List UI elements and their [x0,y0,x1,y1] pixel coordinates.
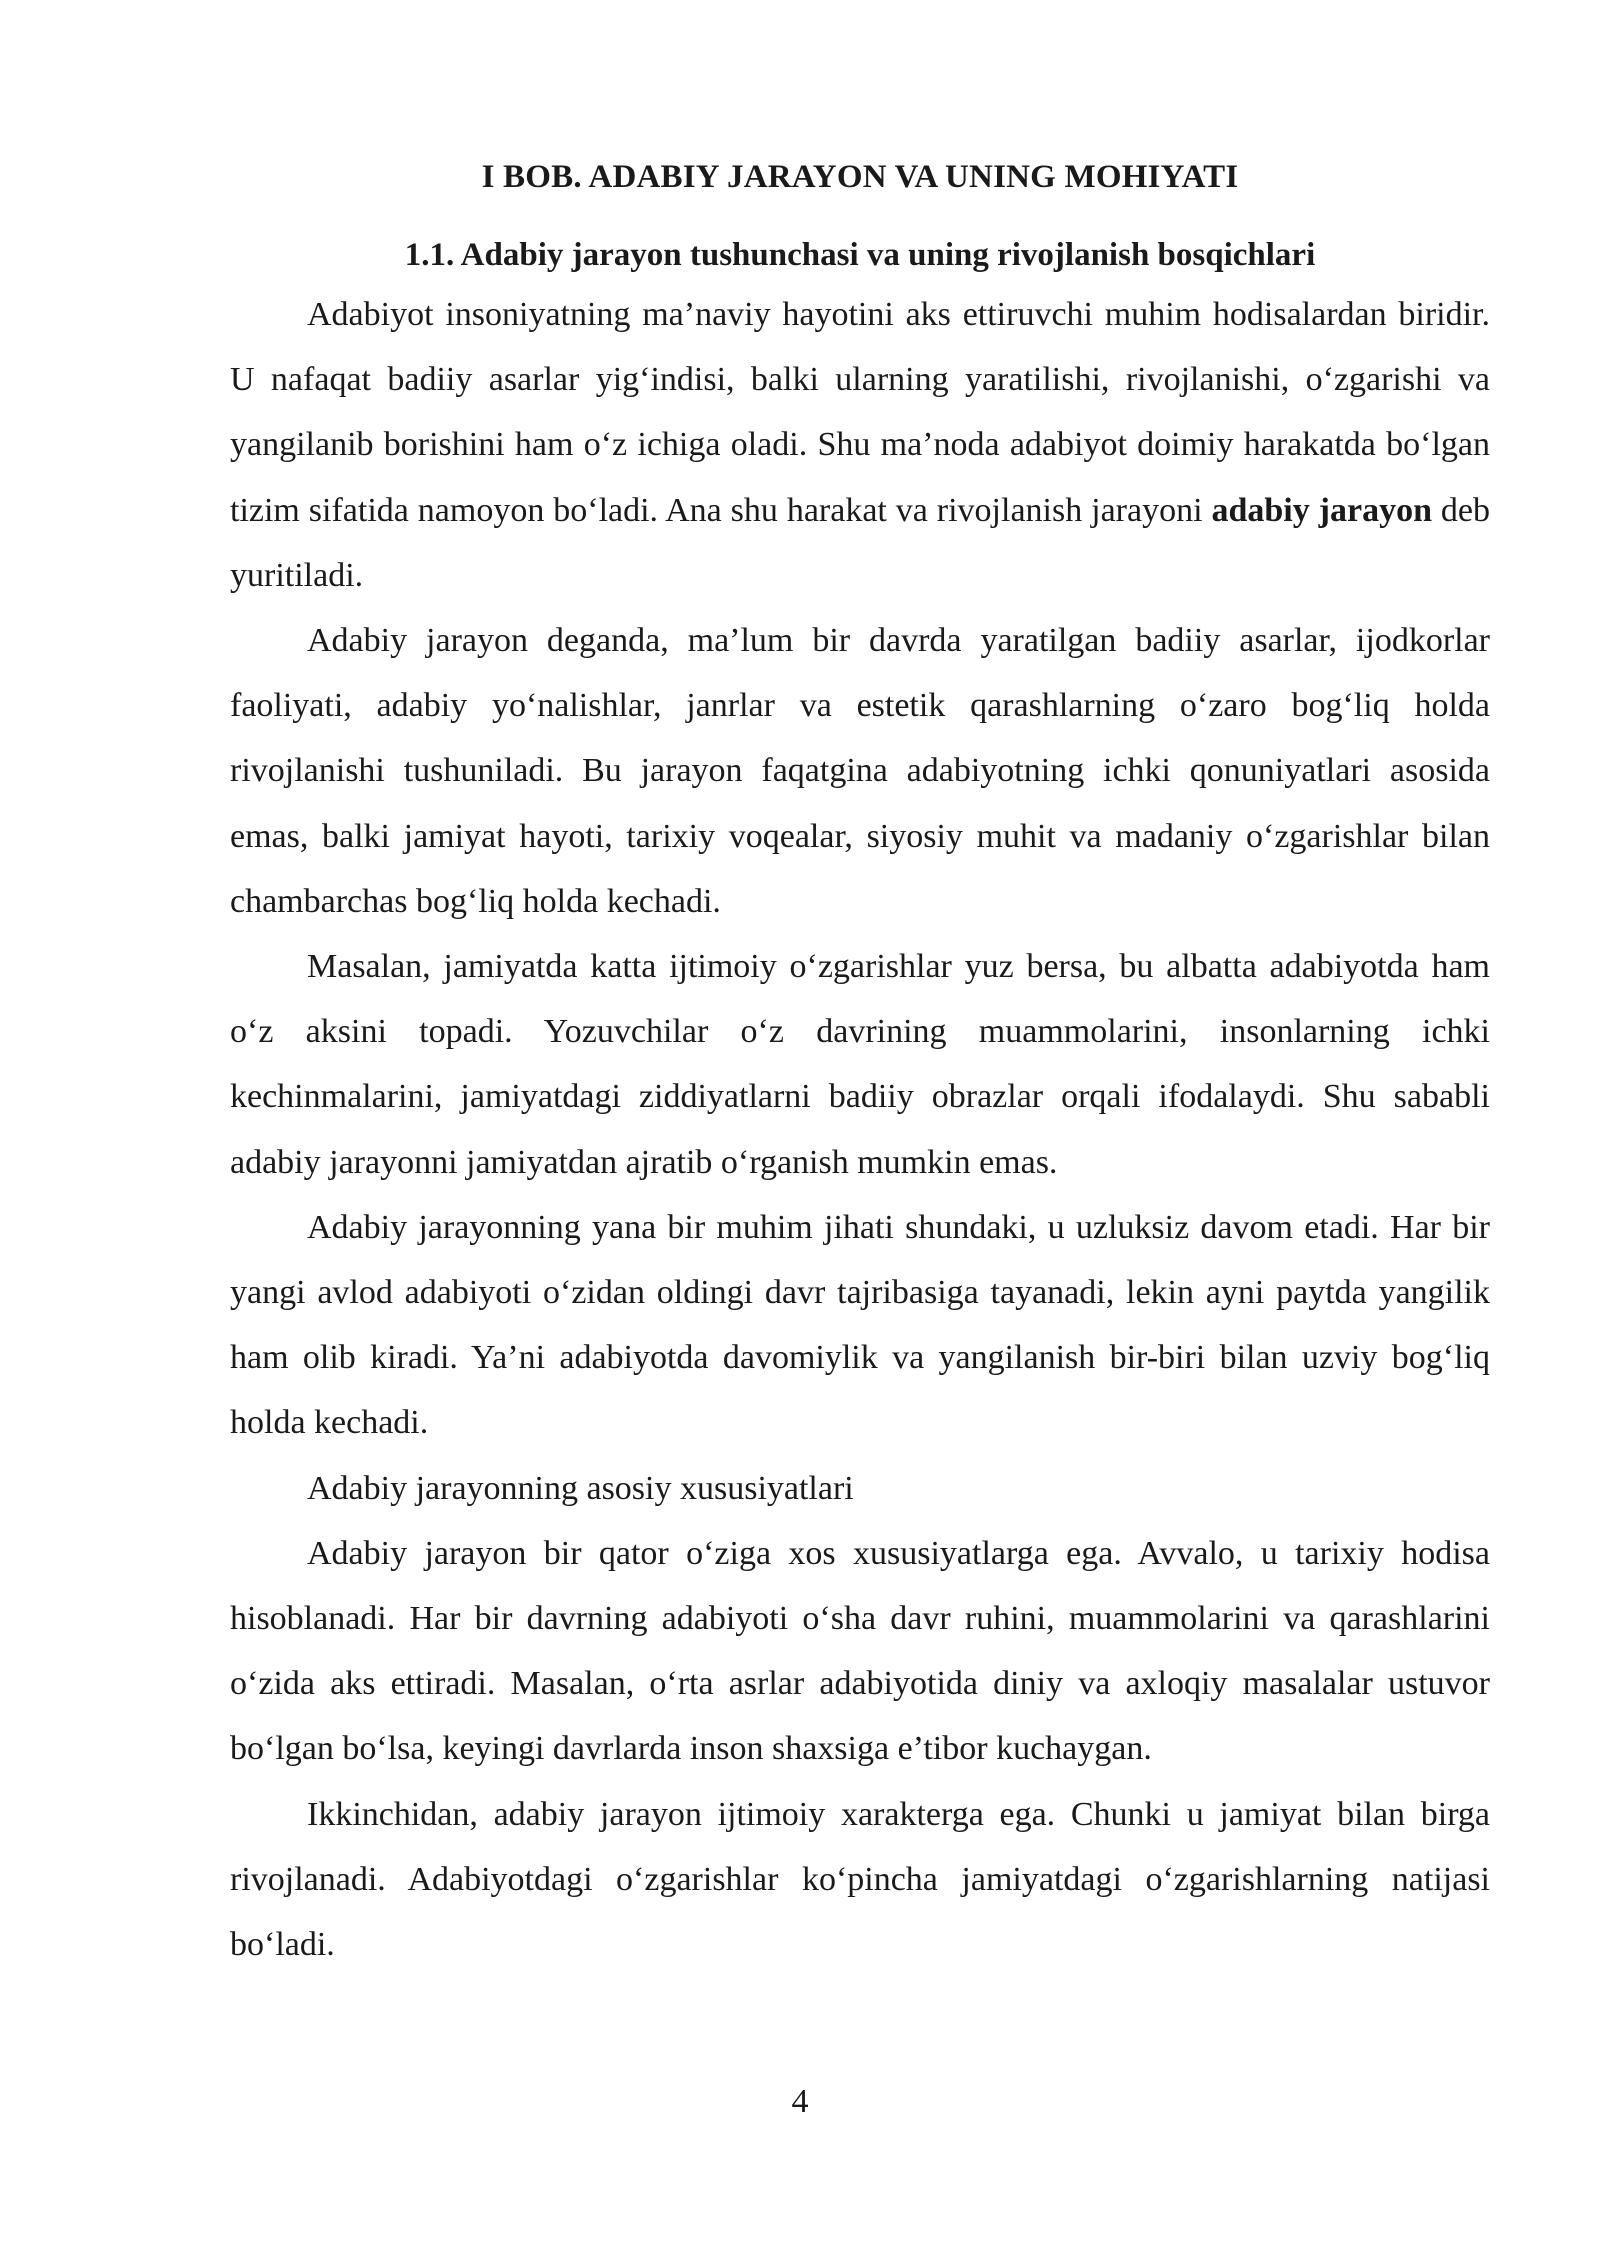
paragraph-5: Adabiy jarayon bir qator o‘ziga xos xususiyatlarga ega. Avvalo, u tarixiy hodisa hisoblanadi. Har bir davrning adabiyoti o‘sha davr ruhini, muammolarini va qarashlarini o‘zida aks ettiradi. Masalan, o‘rta asrlar adabiyotida diniy va axloqiy masalalar ustuvor bo‘lgan bo‘lsa, keyingi davrlarda inson shaxsiga e’tibor kuchaygan. [230,1534,1490,1768]
section-title: 1.1. Adabiy jarayon tushunchasi va uning rivojlanish bosqichlari [404,237,1316,273]
chapter-title: I BOB. ADABIY JARAYON VA UNING MOHIYATI [481,159,1239,195]
term-adabiy-jarayon: adabiy jarayon [1211,491,1432,529]
page-number: 4 [791,2083,809,2120]
paragraph-4: Adabiy jarayonning yana bir muhim jihati shundaki, u uzluksiz davom etadi. Har bir yangi avlod adabiyoti o‘zidan oldingi davr tajribasiga tayanadi, lekin ayni paytda yangilik ham olib kiradi. Ya’ni adabiyotda davomiylik va yangilanish bir-biri bilan uzviy bog‘liq holda kechadi. [230,1208,1490,1442]
paragraph-1-before: Adabiyot insoniyatning ma’naviy hayotini aks ettiruvchi muhim hodisalardan biridir. U nafaqat badiiy asarlar yig‘indisi, balki ularning yaratilishi, rivojlanishi, o‘zgarishi va yangilanib borishini ham o‘z ichiga oladi. Shu ma’noda adabiyot doimiy harakatda bo‘lgan tizim sifatida namoyon bo‘ladi. Ana shu harakat va rivojlanish jarayoni [230,296,1490,529]
paragraph-6: Ikkinchidan, adabiy jarayon ijtimoiy xarakterga ega. Chunki u jamiyat bilan birga rivojlanadi. Adabiyotdagi o‘zgarishlar ko‘pincha jamiyatdagi o‘zgarishlarning natijasi bo‘ladi. [230,1795,1490,1964]
paragraph-1 [230,282,1490,608]
paragraph-1-after: deb yuritiladi. [230,491,1490,594]
paragraph-3: Masalan, jamiyatda katta ijtimoiy o‘zgarishlar yuz bersa, bu albatta adabiyotda ham o‘z aksini topadi. Yozuvchilar o‘z davrining muammolarini, insonlarning ichki kechinmalarini, jamiyatdagi ziddiyatlarni badiiy obrazlar orqali ifodalaydi. Shu sababli adabiy jarayonni jamiyatdan ajratib o‘rganish mumkin emas. [230,948,1490,1181]
subheading: Adabiy jarayonning asosiy xususiyatlari [307,1469,854,1507]
paragraph-2: Adabiy jarayon deganda, ma’lum bir davrda yaratilgan badiiy asarlar, ijodkorlar faoliyati, adabiy yo‘nalishlar, janrlar va estetik qarashlarning o‘zaro bog‘liq holda rivojlanishi tushuniladi. Bu jarayon faqatgina adabiyotning ichki qonuniyatlari asosida emas, balki jamiyat hayoti, tarixiy voqealar, siyosiy muhit va madaniy o‘zgarishlar bilan chambarchas bog‘liq holda kechadi. [230,622,1490,920]
document-page [230,150,1490,1977]
